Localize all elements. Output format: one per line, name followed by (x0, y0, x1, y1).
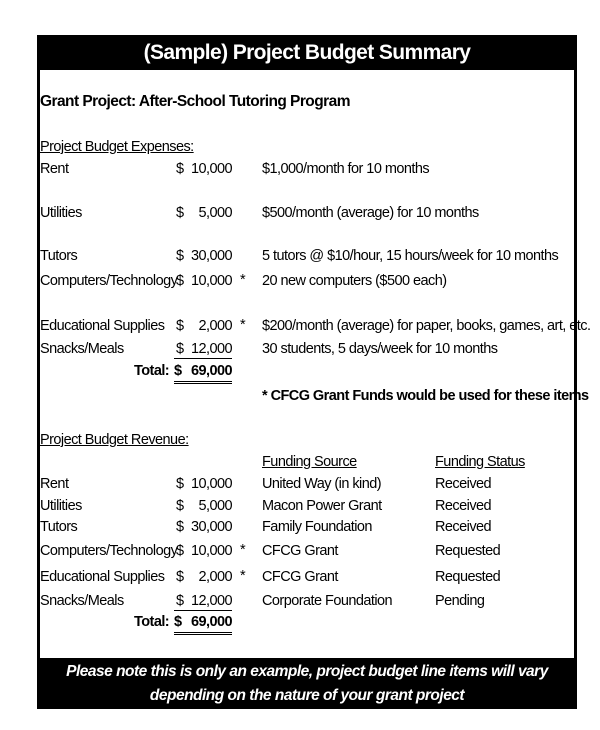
revenue-label: Snacks/Meals (40, 593, 124, 609)
funding-source: Macon Power Grant (262, 498, 382, 514)
currency: $ (174, 614, 182, 630)
grant-project-title: Grant Project: After-School Tutoring Program (40, 93, 350, 110)
expense-label: Educational Supplies (40, 318, 165, 334)
currency-symbol: $ (176, 341, 184, 357)
currency: $ (174, 363, 182, 379)
expense-note: $200/month (average) for paper, books, games, art, etc. (262, 318, 591, 334)
asterisk: * (240, 542, 246, 558)
revenue-amount: 30,000 (190, 519, 232, 535)
funding-source: CFCG Grant (262, 569, 338, 585)
expense-amount: 5,000 (198, 205, 232, 221)
funding-status: Requested (435, 543, 501, 559)
funding-status: Requested (435, 569, 501, 585)
revenue-total-label: Total: (134, 614, 170, 630)
expenses-total-label: Total: (134, 363, 170, 379)
page-title: (Sample) Project Budget Summary (37, 35, 577, 70)
expense-amount: 30,000 (190, 248, 232, 264)
expense-note: 30 students, 5 days/week for 10 months (262, 341, 498, 357)
expense-label: Computers/Technology (40, 273, 178, 289)
revenue-amount: 10,000 (190, 543, 232, 559)
expense-note: $1,000/month for 10 months (262, 161, 430, 177)
asterisk: * (240, 317, 246, 333)
funding-source-header: Funding Source (262, 454, 357, 470)
currency-symbol: $ (176, 498, 184, 514)
footer-note: Please note this is only an example, project budget line items will vary depending on the nature of your grant project (37, 658, 577, 709)
expense-note: $500/month (average) for 10 months (262, 205, 479, 221)
funding-source: United Way (in kind) (262, 476, 382, 492)
funding-status: Received (435, 498, 492, 514)
expense-label: Tutors (40, 248, 78, 264)
funding-source: CFCG Grant (262, 543, 338, 559)
funding-status-header: Funding Status (435, 454, 525, 470)
revenue-label: Tutors (40, 519, 78, 535)
revenue-total (174, 613, 232, 635)
currency-symbol: $ (176, 161, 184, 177)
currency-symbol: $ (176, 543, 184, 559)
expense-amount: 12,000 (174, 340, 232, 359)
currency-symbol: $ (176, 318, 184, 334)
expense-note: 5 tutors @ $10/hour, 15 hours/week for 10 months (262, 248, 559, 264)
expenses-total (174, 362, 232, 384)
funding-source: Family Foundation (262, 519, 372, 535)
expense-amount: 2,000 (198, 318, 232, 334)
funding-status: Received (435, 476, 492, 492)
revenue-heading: Project Budget Revenue: (40, 432, 189, 448)
funding-source: Corporate Foundation (262, 593, 393, 609)
currency-symbol: $ (176, 248, 184, 264)
funding-status: Received (435, 519, 492, 535)
revenue-amount: 10,000 (190, 476, 232, 492)
expense-amount: 10,000 (190, 161, 232, 177)
currency-symbol: $ (176, 593, 184, 609)
expense-label: Utilities (40, 205, 82, 221)
funding-status: Pending (435, 593, 485, 609)
total-amount: 69,000 (190, 614, 232, 630)
revenue-amount: 5,000 (198, 498, 232, 514)
currency-symbol: $ (176, 205, 184, 221)
expense-label: Snacks/Meals (40, 341, 124, 357)
expense-amount: 10,000 (190, 273, 232, 289)
cfcg-footnote: * CFCG Grant Funds would be used for these items (262, 388, 589, 404)
currency-symbol: $ (176, 273, 184, 289)
currency-symbol: $ (176, 476, 184, 492)
expense-note: 20 new computers ($500 each) (262, 273, 447, 289)
revenue-label: Utilities (40, 498, 82, 514)
revenue-amount: 2,000 (198, 569, 232, 585)
total-amount: 69,000 (190, 363, 232, 379)
revenue-label: Educational Supplies (40, 569, 165, 585)
revenue-label: Rent (40, 476, 69, 492)
revenue-label: Computers/Technology (40, 543, 178, 559)
currency-symbol: $ (176, 569, 184, 585)
expenses-heading: Project Budget Expenses: (40, 139, 194, 155)
asterisk: * (240, 272, 246, 288)
asterisk: * (240, 568, 246, 584)
expense-label: Rent (40, 161, 69, 177)
revenue-amount: 12,000 (174, 592, 232, 611)
currency-symbol: $ (176, 519, 184, 535)
